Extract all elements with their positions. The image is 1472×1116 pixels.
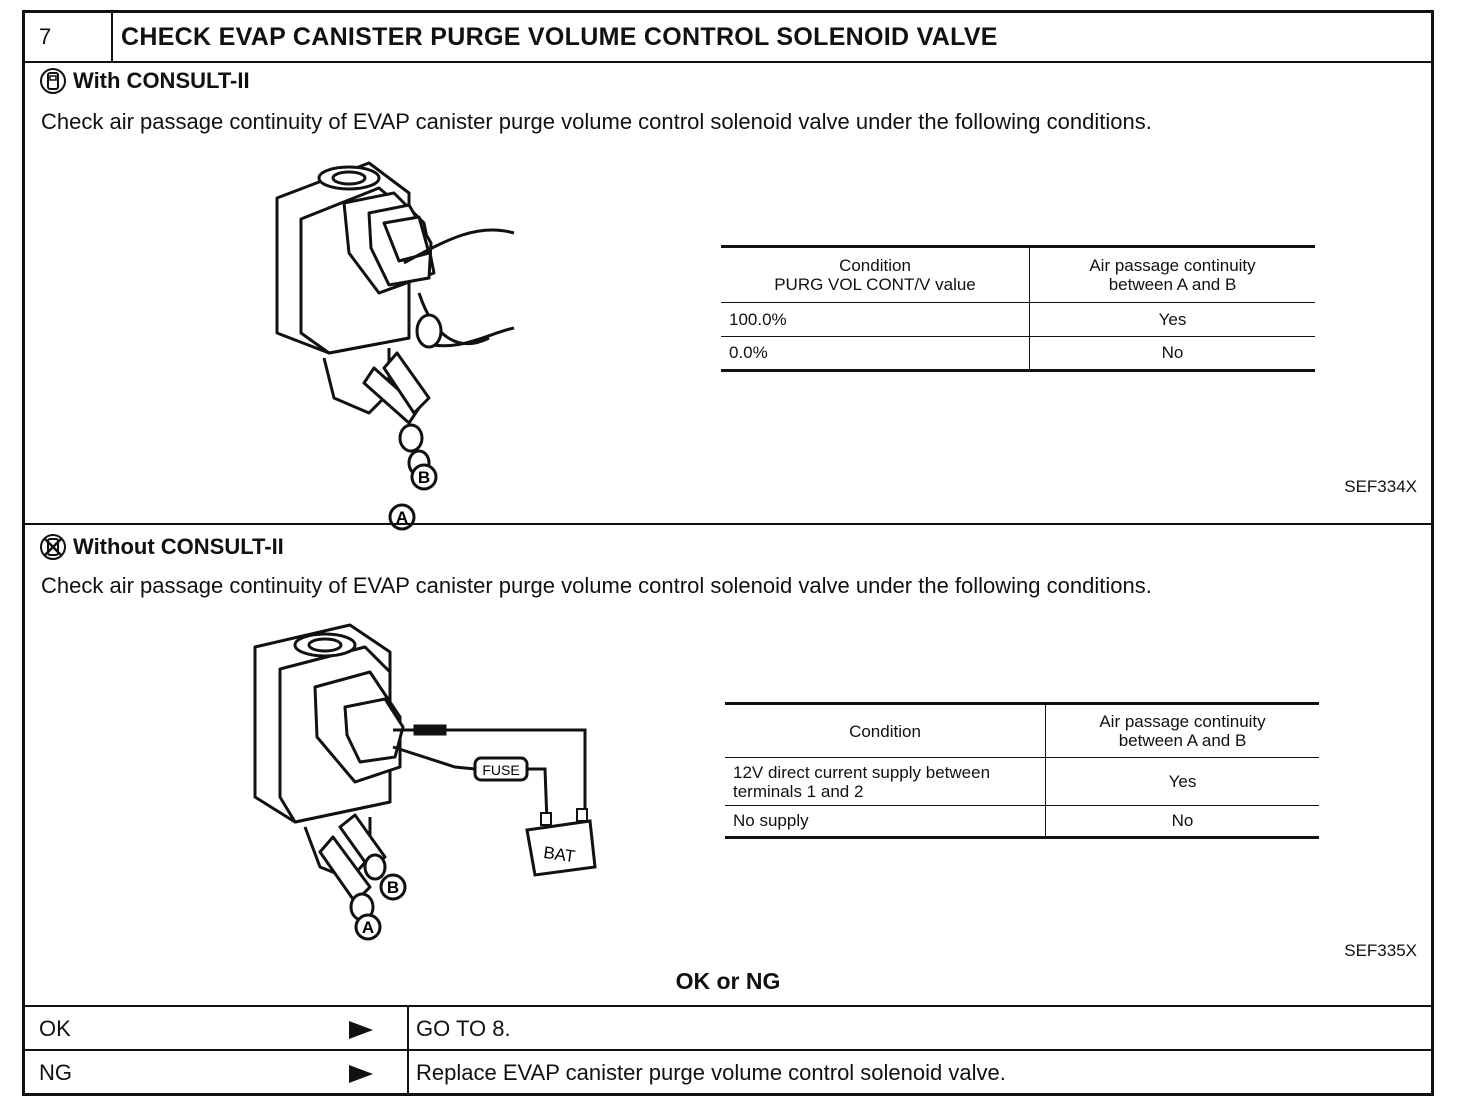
step-header	[25, 13, 1431, 63]
result-label: OK	[39, 1016, 71, 1041]
battery-condition-table	[725, 702, 1319, 839]
with-consult-heading	[39, 67, 250, 95]
result-label: NG	[39, 1060, 72, 1085]
result-cell: No	[1046, 806, 1320, 838]
svg-text:B: B	[386, 878, 400, 897]
solenoid-battery-illustration	[225, 617, 625, 957]
svg-text:A: A	[395, 508, 409, 527]
table-row	[721, 303, 1315, 337]
row-divider	[407, 1007, 409, 1051]
svg-text:A: A	[361, 918, 375, 937]
table-row	[725, 758, 1319, 806]
condition-cell: 100.0%	[721, 303, 1030, 337]
without-consult-section	[25, 525, 1431, 975]
with-consult-section	[25, 63, 1431, 527]
result-cell: Yes	[1030, 303, 1316, 337]
result-row-ok	[25, 1005, 1431, 1051]
result-action: GO TO 8.	[416, 1016, 511, 1041]
svg-text:FUSE: FUSE	[482, 762, 520, 778]
arrow-right-icon	[347, 1019, 375, 1041]
arrow-right-icon	[347, 1063, 375, 1085]
with-consult-label: With CONSULT-II	[73, 68, 250, 93]
condition-cell: 12V direct current supply between terminals 1 and 2	[725, 758, 1046, 806]
consult-tool-icon	[39, 67, 67, 95]
condition-cell: 0.0%	[721, 337, 1030, 371]
result-row-ng	[25, 1049, 1431, 1095]
row-divider	[407, 1051, 409, 1095]
table-row	[721, 337, 1315, 371]
result-cell: No	[1030, 337, 1316, 371]
consult-condition-header: Condition PURG VOL CONT/V value	[721, 247, 1030, 303]
with-consult-instruction: Check air passage continuity of EVAP canister purge volume control solenoid valve under the following conditions.	[41, 109, 1152, 134]
figure-code: SEF334X	[1344, 477, 1417, 496]
port-a-label	[356, 915, 380, 939]
without-consult-heading	[39, 533, 284, 561]
solenoid-valve-illustration	[249, 153, 549, 527]
step-title: CHECK EVAP CANISTER PURGE VOLUME CONTROL SOLENOID VALVE	[121, 23, 998, 51]
battery-icon	[527, 809, 595, 875]
figure-code: SEF335X	[1344, 941, 1417, 960]
consult-condition-table	[721, 245, 1315, 372]
condition-cell: No supply	[725, 806, 1046, 838]
step-number: 7	[25, 13, 113, 61]
port-b-label	[412, 465, 436, 489]
no-consult-tool-icon	[39, 533, 67, 561]
consult-continuity-header: Air passage continuity between A and B	[1030, 247, 1316, 303]
battery-condition-header: Condition	[725, 704, 1046, 758]
table-row	[725, 806, 1319, 838]
result-action: Replace EVAP canister purge volume control solenoid valve.	[416, 1060, 1006, 1085]
fuse-icon	[475, 758, 527, 780]
without-consult-label: Without CONSULT-II	[73, 534, 284, 559]
result-cell: Yes	[1046, 758, 1320, 806]
svg-text:B: B	[417, 468, 431, 487]
result-heading: OK or NG	[675, 968, 781, 994]
procedure-frame	[22, 10, 1434, 1096]
port-b-label	[381, 875, 405, 899]
battery-continuity-header: Air passage continuity between A and B	[1046, 704, 1320, 758]
svg-text:BAT: BAT	[542, 842, 577, 867]
without-consult-instruction: Check air passage continuity of EVAP canister purge volume control solenoid valve under the following conditions.	[41, 573, 1152, 598]
